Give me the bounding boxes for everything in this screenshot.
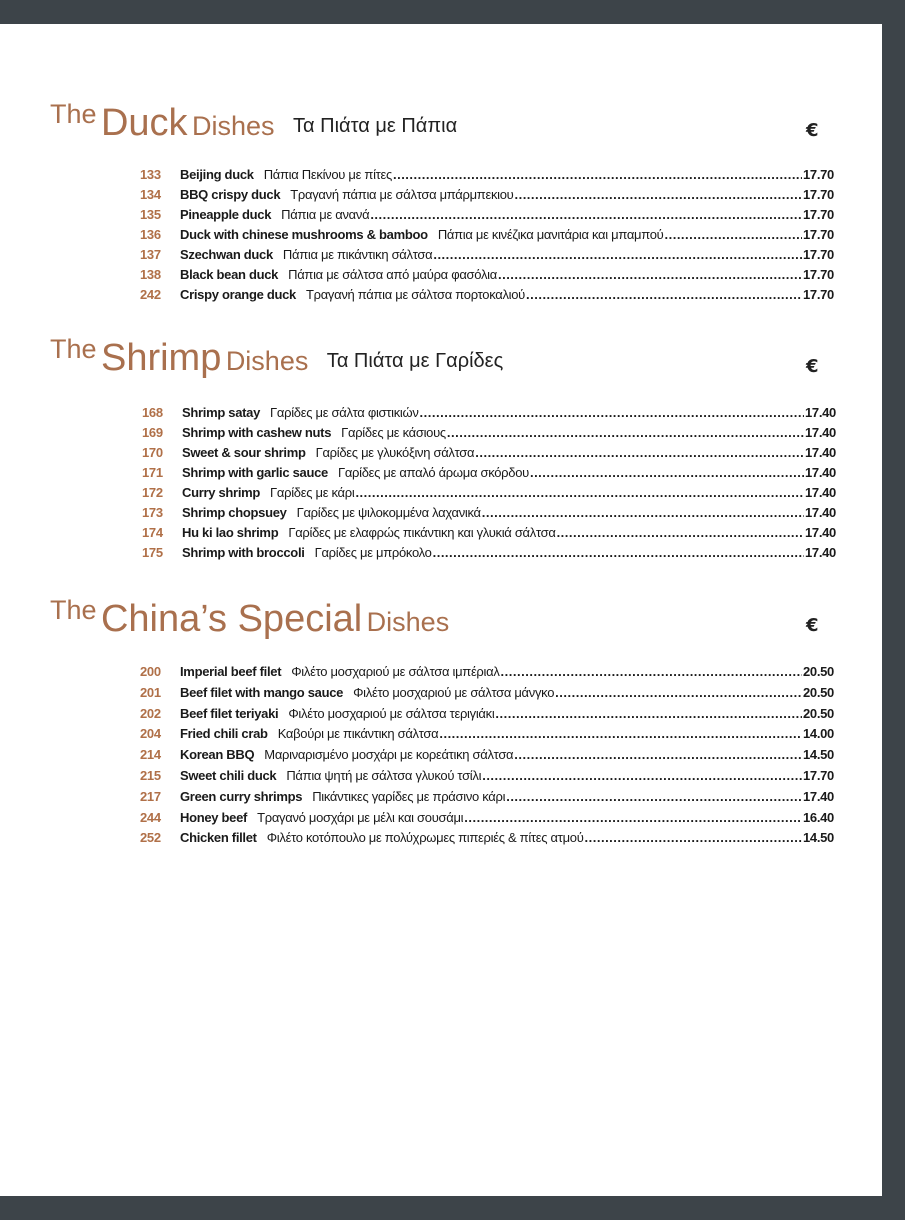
item-price: 17.70	[802, 187, 834, 202]
item-name: Curry shrimp	[182, 485, 261, 500]
item-price: 17.70	[802, 207, 834, 222]
item-price: 14.00	[802, 726, 834, 742]
item-greek-description: Γαρίδες με κάσιους	[341, 425, 446, 440]
item-price: 17.70	[802, 287, 834, 302]
item-name: Black bean duck	[180, 267, 279, 282]
dot-leader	[557, 523, 804, 543]
dot-leader	[447, 423, 804, 443]
item-list	[142, 403, 836, 563]
item-name: Chicken fillet	[180, 830, 257, 846]
item-name: Imperial beef filet	[180, 664, 282, 679]
item-name: Pineapple duck	[180, 207, 272, 222]
item-greek-description: Μαριναρισμένο μοσχάρι με κορεάτικη σάλτσα	[264, 747, 514, 763]
item-greek-description: Πάπια με ανανά	[281, 207, 370, 222]
item-number: 217	[140, 788, 161, 804]
dot-leader	[393, 165, 802, 185]
menu-item	[140, 285, 834, 305]
menu-item	[140, 745, 834, 766]
item-number: 133	[140, 167, 161, 182]
item-name: Sweet chili duck	[180, 767, 277, 783]
section-heading	[50, 99, 458, 145]
euro-icon: €	[806, 615, 819, 636]
heading-dishes: Dishes	[225, 346, 309, 376]
item-greek-description: Φιλέτο μοσχαριού με σάλτσα ιμπέριαλ	[291, 664, 500, 679]
item-greek-description: Γαρίδες με σάλτα φιστικιών	[270, 405, 419, 420]
item-greek-description: Γαρίδες με μπρόκολο	[314, 545, 432, 560]
item-list	[140, 165, 834, 305]
heading-greek: Τα Πιάτα με Πάπια	[293, 115, 458, 137]
item-number: 214	[140, 747, 161, 763]
menu-item	[140, 704, 834, 725]
item-price: 17.40	[804, 505, 836, 520]
item-number: 215	[140, 767, 161, 783]
item-greek-description: Τραγανό μοσχάρι με μέλι και σουσάμι	[257, 809, 464, 825]
heading-main: Shrimp	[100, 337, 222, 379]
item-price: 17.70	[802, 227, 834, 242]
item-name: Sweet & sour shrimp	[182, 445, 306, 460]
dot-leader	[420, 403, 804, 423]
section-heading	[50, 334, 504, 380]
item-name: Honey beef	[180, 809, 248, 825]
item-greek-description: Γαρίδες με ψιλοκομμένα λαχανικά	[296, 505, 481, 520]
dot-leader	[433, 245, 802, 265]
menu-item	[142, 443, 836, 463]
dot-leader	[530, 463, 804, 483]
item-greek-description: Φιλέτο κοτόπουλο με πολύχρωμες πιπεριές & πίτες ατμού	[266, 830, 584, 846]
item-name: Shrimp chopsuey	[182, 505, 287, 520]
item-name: Korean BBQ	[180, 747, 255, 763]
item-price: 17.40	[804, 425, 836, 440]
dot-leader	[664, 225, 801, 245]
menu-item	[140, 828, 834, 849]
item-number: 138	[140, 267, 161, 282]
item-price: 17.40	[804, 525, 836, 540]
item-list	[140, 662, 834, 849]
item-number: 134	[140, 187, 161, 202]
heading-dishes: Dishes	[366, 607, 450, 637]
item-greek-description: Τραγανή πάπια με σάλτσα μπάρμπεκιου	[290, 187, 514, 202]
item-greek-description: Γαρίδες με απαλό άρωμα σκόρδου	[337, 465, 529, 480]
menu-item	[142, 403, 836, 423]
menu-item	[142, 503, 836, 523]
item-greek-description: Φιλέτο μοσχαριού με σάλτσα μάνγκο	[353, 684, 555, 700]
item-price: 14.50	[802, 830, 834, 846]
menu-item	[140, 662, 834, 683]
dot-leader	[498, 265, 802, 285]
dot-leader	[506, 787, 802, 807]
dot-leader	[526, 285, 802, 305]
menu-item	[142, 523, 836, 543]
item-price: 17.40	[804, 545, 836, 560]
item-number: 202	[140, 705, 161, 721]
menu-item	[140, 245, 834, 265]
item-name: Shrimp satay	[182, 405, 261, 420]
item-name: Szechwan duck	[180, 247, 273, 262]
item-greek-description: Φιλέτο μοσχαριού με σάλτσα τεριγιάκι	[288, 705, 495, 721]
heading-main: Duck	[100, 102, 188, 144]
dot-leader	[370, 205, 802, 225]
dot-leader	[482, 503, 804, 523]
item-greek-description: Γαρίδες με γλυκόξινη σάλτσα	[315, 445, 475, 460]
item-name: Crispy orange duck	[180, 287, 296, 302]
item-name: Shrimp with broccoli	[182, 545, 305, 560]
menu-item	[140, 225, 834, 245]
item-name: Green curry shrimps	[180, 788, 303, 804]
heading-the: The	[50, 99, 97, 129]
item-price: 17.70	[802, 767, 834, 783]
item-number: 174	[142, 525, 163, 540]
item-price: 17.40	[802, 788, 834, 804]
euro-icon: €	[806, 120, 819, 141]
item-number: 201	[140, 684, 161, 700]
item-number: 137	[140, 247, 161, 262]
item-price: 20.50	[802, 705, 834, 721]
menu-item	[140, 724, 834, 745]
dot-leader	[495, 704, 802, 724]
item-price: 17.70	[802, 247, 834, 262]
dot-leader	[439, 724, 802, 744]
menu-item	[140, 265, 834, 285]
item-number: 175	[142, 545, 163, 560]
item-name: Fried chili crab	[180, 726, 268, 742]
item-greek-description: Γαρίδες με ελαφρώς πικάντικη και γλυκιά σάλτσα	[288, 525, 556, 540]
item-name: Shrimp with garlic sauce	[182, 465, 328, 480]
item-number: 169	[142, 425, 163, 440]
menu-item	[140, 808, 834, 829]
item-price: 14.50	[802, 747, 834, 763]
heading-the: The	[50, 334, 97, 364]
dot-leader	[475, 443, 804, 463]
item-name: Beef filet teriyaki	[180, 705, 279, 721]
item-greek-description: Γαρίδες με κάρι	[270, 485, 355, 500]
item-number: 200	[140, 664, 161, 679]
menu-item	[140, 165, 834, 185]
item-name: Beijing duck	[180, 167, 254, 182]
item-greek-description: Πάπια ψητή με σάλτσα γλυκού τσίλι	[286, 767, 482, 783]
item-number: 242	[140, 287, 161, 302]
item-price: 20.50	[802, 684, 834, 700]
item-number: 172	[142, 485, 163, 500]
dot-leader	[585, 828, 802, 848]
heading-greek: Τα Πιάτα με Γαρίδες	[326, 350, 504, 372]
item-name: Beef filet with mango sauce	[180, 684, 344, 700]
item-price: 20.50	[802, 664, 834, 679]
heading-dishes: Dishes	[192, 111, 275, 141]
dot-leader	[555, 683, 802, 703]
section-heading	[50, 595, 450, 641]
menu-item	[140, 766, 834, 787]
item-number: 173	[142, 505, 163, 520]
menu-item	[140, 787, 834, 808]
item-number: 204	[140, 726, 161, 742]
item-price: 17.40	[804, 485, 836, 500]
item-number: 135	[140, 207, 161, 222]
item-price: 16.40	[802, 809, 834, 825]
menu-item	[140, 205, 834, 225]
menu-item	[142, 463, 836, 483]
menu-item	[142, 543, 836, 563]
dot-leader	[514, 185, 801, 205]
dot-leader	[464, 808, 802, 828]
item-name: BBQ crispy duck	[180, 187, 281, 202]
item-number: 136	[140, 227, 161, 242]
item-greek-description: Πάπια Πεκίνου με πίτες	[263, 167, 392, 182]
heading-main: China’s Special	[100, 598, 363, 640]
item-number: 168	[142, 405, 163, 420]
dot-leader	[355, 483, 804, 503]
item-name: Hu ki lao shrimp	[182, 525, 279, 540]
euro-icon: €	[806, 356, 819, 377]
item-name: Shrimp with cashew nuts	[182, 425, 332, 440]
dot-leader	[482, 766, 802, 786]
item-price: 17.40	[804, 445, 836, 460]
menu-page	[0, 24, 882, 1196]
item-price: 17.40	[804, 465, 836, 480]
dot-leader	[433, 543, 804, 563]
item-greek-description: Πάπια με πικάντικη σάλτσα	[282, 247, 433, 262]
menu-item	[142, 483, 836, 503]
item-greek-description: Καβούρι με πικάντικη σάλτσα	[277, 726, 439, 742]
item-greek-description: Πάπια με σάλτσα από μαύρα φασόλια	[288, 267, 497, 282]
item-price: 17.70	[802, 167, 834, 182]
item-number: 252	[140, 830, 161, 846]
item-greek-description: Πάπια με κινέζικα μανιτάρια και μπαμπού	[437, 227, 664, 242]
dot-leader	[501, 662, 802, 682]
item-name: Duck with chinese mushrooms & bamboo	[180, 227, 428, 242]
item-greek-description: Τραγανή πάπια με σάλτσα πορτοκαλιού	[305, 287, 525, 302]
menu-item	[142, 423, 836, 443]
item-greek-description: Πικάντικες γαρίδες με πράσινο κάρι	[312, 788, 506, 804]
item-number: 170	[142, 445, 163, 460]
menu-item	[140, 185, 834, 205]
item-price: 17.70	[802, 267, 834, 282]
item-price: 17.40	[804, 405, 836, 420]
item-number: 171	[142, 465, 163, 480]
item-number: 244	[140, 809, 161, 825]
heading-the: The	[50, 595, 97, 625]
dot-leader	[514, 745, 802, 765]
menu-item	[140, 683, 834, 704]
